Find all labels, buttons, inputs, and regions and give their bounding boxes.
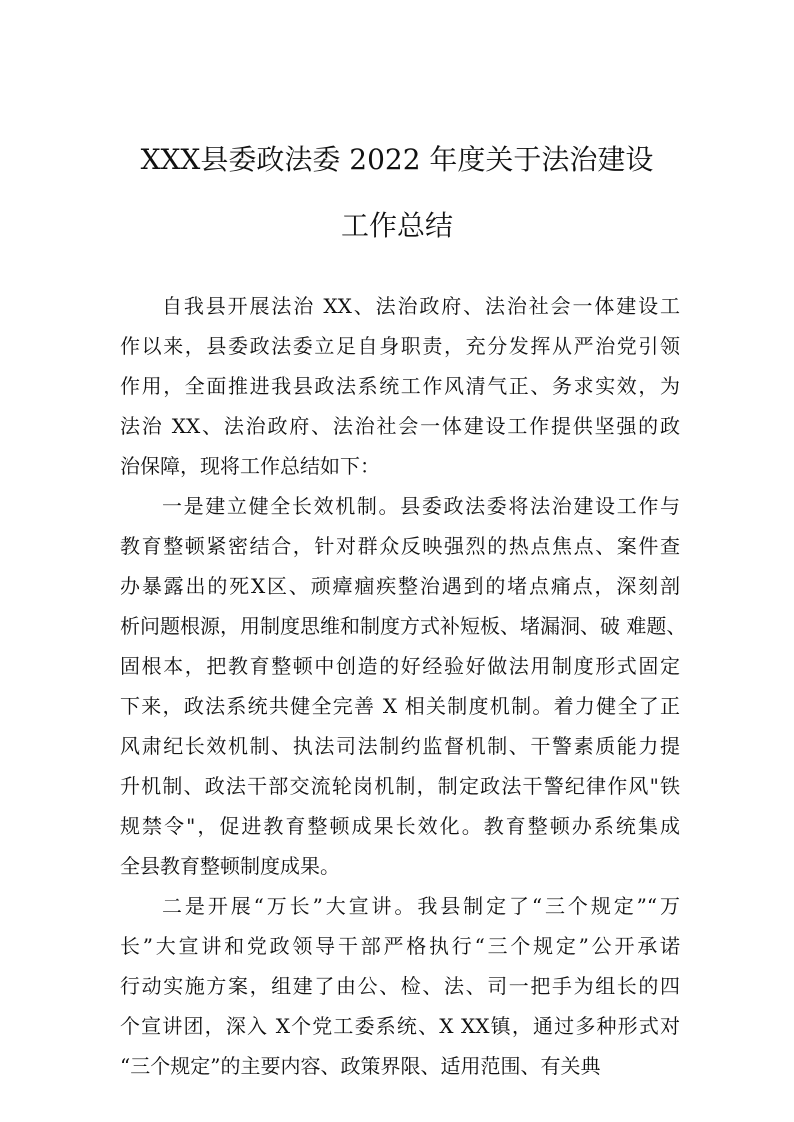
body-line: 二是开展“万长”大宣讲。我县制定了“三个规定”“万: [162, 894, 680, 918]
body-line: “三个规定”的主要内容、政策界限、适用范围、有关典: [120, 1054, 601, 1078]
document-title-line-1: XXX县委政法委 2022 年度关于法治建设: [140, 143, 654, 176]
document-body: [120, 286, 687, 1086]
body-line: 个宣讲团，深入 X个党工委系统、X XX镇，通过多种形式对: [120, 1014, 680, 1038]
body-line: 全县教育整顿制度成果。: [120, 854, 340, 878]
body-line: 固根本，把教育整顿中创造的好经验好做法用制度形式固定: [120, 654, 680, 678]
body-line: 法治 XX、法治政府、法治社会一体建设工作提供坚强的政: [120, 414, 680, 438]
body-line: 析问题根源，用制度思维和制度方式补短板、堵漏洞、破 难题、: [120, 614, 687, 638]
body-line: 规禁令"，促进教育整顿成果长效化。教育整顿办系统集成: [120, 814, 680, 838]
body-line: 办暴露出的死X区、顽瘴痼疾整治遇到的堵点痛点，深刻剖: [120, 574, 680, 598]
body-line: 升机制、政法干部交流轮岗机制，制定政法干警纪律作风"铁: [120, 774, 680, 798]
body-line: 下来，政法系统共健全完善 X 相关制度机制。着力健全了正: [120, 694, 680, 718]
body-line: 长”大宣讲和党政领导干部严格执行“三个规定”公开承诺: [120, 934, 680, 958]
body-line: 自我县开展法治 XX、法治政府、法治社会一体建设工: [162, 294, 680, 318]
body-line: 风肃纪长效机制、执法司法制约监督机制、干警素质能力提: [120, 734, 680, 758]
body-line: 作用，全面推进我县政法系统工作风清气正、务求实效，为: [120, 374, 680, 398]
body-line: 作以来，县委政法委立足自身职责，充分发挥从严治党引领: [120, 334, 680, 358]
body-line: 行动实施方案，组建了由公、检、法、司一把手为组长的四: [120, 974, 680, 998]
body-line: 教育整顿紧密结合，针对群众反映强烈的热点焦点、案件查: [120, 534, 680, 558]
document-title-line-2: 工作总结: [340, 209, 453, 242]
body-line: 一是建立健全长效机制。县委政法委将法治建设工作与: [162, 494, 680, 518]
body-line: 治保障，现将工作总结如下：: [120, 454, 380, 478]
